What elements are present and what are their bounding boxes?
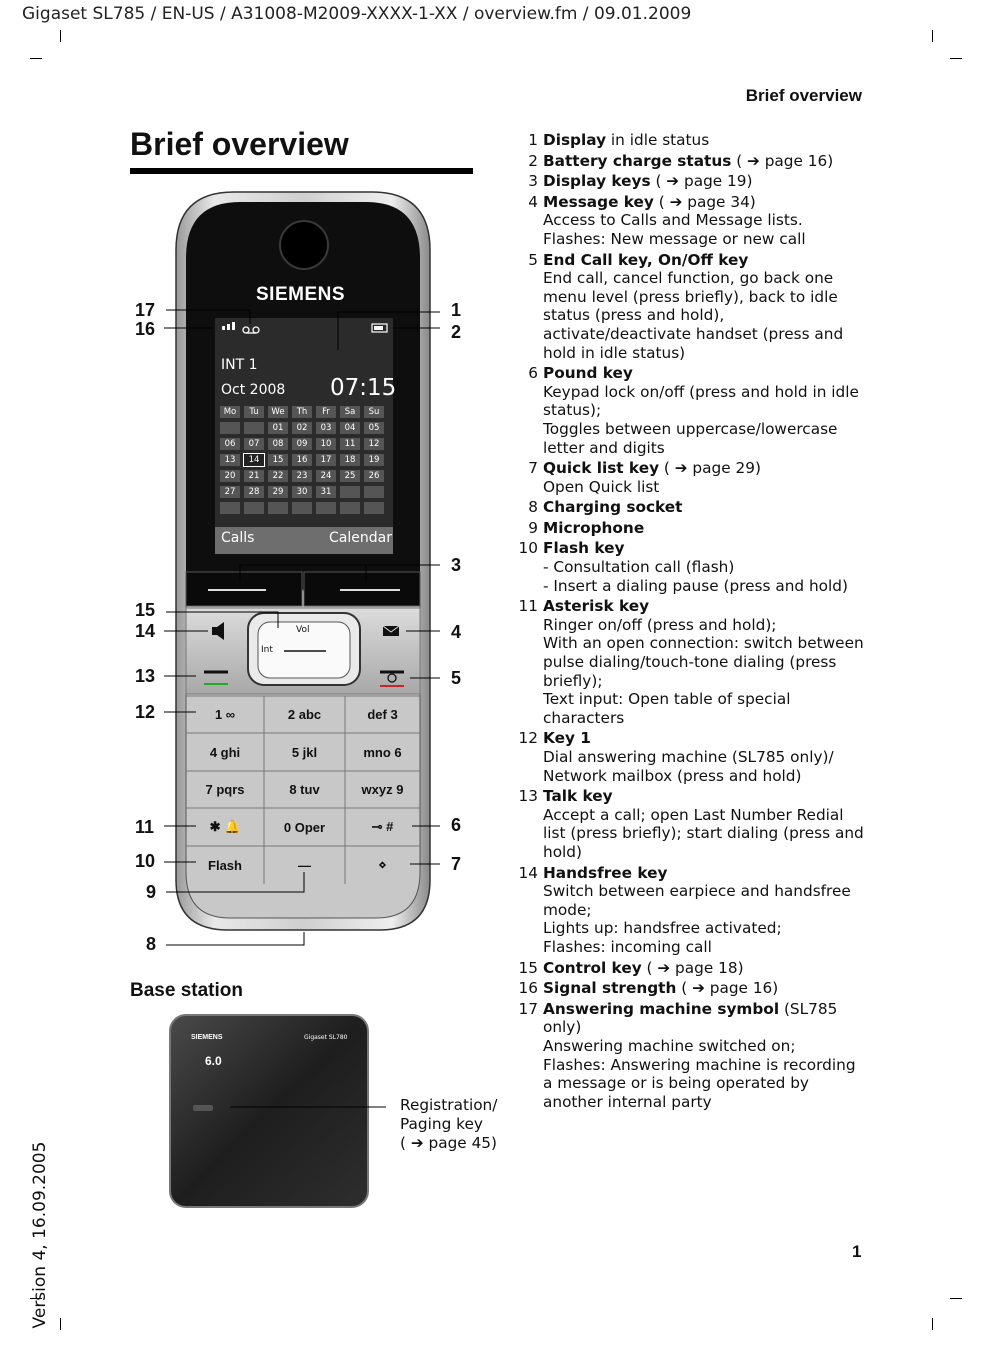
- weekday-label: Mo: [220, 406, 240, 418]
- base-brand: SIEMENS: [191, 1034, 223, 1041]
- calendar-day: 27: [220, 486, 240, 498]
- key-list-item: [516, 498, 868, 517]
- quick-list-key[interactable]: ⋄: [378, 857, 387, 872]
- key-5[interactable]: 5 jkl: [291, 744, 318, 760]
- calendar-day: 08: [268, 438, 288, 450]
- callout-10: 10: [135, 851, 156, 871]
- calendar-day: 19: [364, 454, 384, 466]
- base-badge: 6.0: [205, 1054, 222, 1068]
- calendar-day: 03: [316, 422, 336, 434]
- calendar-day: [340, 502, 360, 514]
- key-list-item: [516, 172, 868, 191]
- calendar-day: 21: [244, 470, 264, 482]
- calendar-day: [340, 486, 360, 498]
- item-name: Pound key: [543, 364, 633, 383]
- screen-month: Oct 2008: [221, 382, 286, 398]
- weekday-label: Su: [364, 406, 384, 418]
- key-1[interactable]: 1 ∞: [214, 707, 236, 723]
- key-list-item: [516, 459, 868, 496]
- calendar-day: 18: [340, 454, 360, 466]
- key-4[interactable]: 4 ghi: [209, 744, 241, 760]
- calendar-day: 20: [220, 470, 240, 482]
- item-reference: ( ➔ page 16): [731, 151, 834, 170]
- key-list-item: [516, 193, 868, 249]
- key-list-item: [516, 979, 868, 998]
- flash-key[interactable]: Flash: [208, 857, 242, 873]
- item-description: - Insert a dialing pause (press and hold): [543, 576, 848, 595]
- item-number: 5: [528, 250, 538, 269]
- item-reference: ( ➔ page 19): [650, 172, 753, 191]
- callout-8: 8: [146, 934, 157, 954]
- key-list-item: [516, 597, 868, 727]
- key-list-item: [516, 152, 868, 171]
- weekday-label: We: [268, 406, 288, 418]
- calendar-day: 23: [292, 470, 312, 482]
- item-description: With an open connection: switch between pulse dialing/touch-tone dialing (press briefly);: [543, 634, 864, 690]
- calendar-day: 17: [316, 454, 336, 466]
- asterisk-key[interactable]: ✱ 🔔: [209, 819, 241, 835]
- key-list-item: [516, 364, 868, 457]
- callout-13: 13: [135, 666, 156, 686]
- item-name: Asterisk key: [543, 597, 650, 616]
- item-number: 4: [528, 192, 538, 211]
- right-softkey-label[interactable]: Calendar: [329, 530, 392, 546]
- item-name: Display: [543, 131, 607, 149]
- calendar-day: [292, 502, 312, 514]
- callout-3: 3: [451, 555, 462, 575]
- item-number: 3: [528, 172, 538, 191]
- key-0[interactable]: 0 Oper: [283, 819, 326, 835]
- microphone: —: [298, 857, 311, 873]
- calendar-day: 25: [340, 470, 360, 482]
- calendar-day: 11: [340, 438, 360, 450]
- key-list-item: [516, 251, 868, 363]
- calendar-day: [220, 502, 240, 514]
- running-head: Brief overview: [745, 86, 862, 105]
- registration-key: [193, 1105, 213, 1111]
- item-number: 7: [528, 459, 538, 478]
- callout-2: 2: [451, 322, 462, 342]
- control-vol-label: Vol: [296, 625, 310, 635]
- key-3[interactable]: def 3: [367, 707, 398, 723]
- version-note: Version 4, 16.09.2005: [30, 1141, 50, 1329]
- calendar-day: 28: [244, 486, 264, 498]
- item-number: 14: [518, 863, 538, 882]
- item-description: Access to Calls and Message lists.: [543, 211, 803, 230]
- key-list-item: [516, 787, 868, 861]
- item-reference: (SL785 only): [543, 999, 838, 1037]
- base-model: Gigaset SL780: [304, 1034, 348, 1041]
- calendar-day: 26: [364, 470, 384, 482]
- calendar-day: 02: [292, 422, 312, 434]
- item-number: 6: [528, 364, 538, 383]
- calendar-day: 29: [268, 486, 288, 498]
- key-7[interactable]: 7 pqrs: [205, 782, 245, 798]
- callout-9: 9: [146, 882, 157, 902]
- item-number: 16: [518, 979, 538, 998]
- key-list-item: [516, 1000, 868, 1112]
- item-description: Text input: Open table of special characters: [543, 690, 791, 727]
- item-description: Dial answering machine (SL785 only)/ Network mailbox (press and hold): [543, 748, 834, 785]
- item-reference: ( ➔ page 18): [641, 958, 744, 977]
- item-number: 10: [518, 539, 538, 558]
- item-number: 12: [518, 729, 538, 748]
- item-description: End call, cancel function, go back one menu level (press briefly), back to idle status (press and hold), activate/deactivate handset (press and hold in idle status): [543, 269, 844, 362]
- item-name: Microphone: [543, 518, 645, 537]
- item-reference: in idle status: [606, 131, 710, 149]
- screen-int-label: INT 1: [221, 357, 258, 373]
- item-description: Keypad lock on/off (press and hold in idle status);: [543, 382, 859, 420]
- callout-4: 4: [451, 622, 462, 642]
- calendar-day: 24: [316, 470, 336, 482]
- handset-brand: SIEMENS: [256, 284, 346, 305]
- key-9[interactable]: wxyz 9: [361, 782, 404, 798]
- control-int-label: Int: [261, 645, 273, 655]
- registration-label: Registration/ Paging key ( ➔ page 45): [400, 1096, 498, 1152]
- callout-6: 6: [451, 815, 462, 835]
- item-description: Flashes: incoming call: [543, 937, 712, 956]
- document-header: Gigaset SL785 / EN-US / A31008-M2009-XXXX-1-XX / overview.fm / 09.01.2009: [22, 4, 692, 24]
- key-8[interactable]: 8 tuv: [289, 782, 320, 798]
- screen-time: 07:15: [330, 375, 397, 401]
- callout-1: 1: [451, 300, 462, 320]
- page-number: 1: [852, 1242, 862, 1261]
- callout-17: 17: [135, 300, 156, 320]
- calendar-day: [316, 502, 336, 514]
- calendar-day: 05: [364, 422, 384, 434]
- calendar-day: [220, 422, 240, 434]
- handsfree-icon: [212, 627, 217, 635]
- key-2[interactable]: 2 abc: [287, 707, 322, 723]
- callout-15: 15: [135, 600, 156, 620]
- key-list-item: [516, 959, 868, 978]
- calendar-day: 14: [244, 454, 264, 466]
- callout-7: 7: [451, 854, 462, 874]
- key-list-item: [516, 864, 868, 957]
- key-list-item: [516, 519, 868, 538]
- item-description: Flashes: Answering machine is recording a message or is being operated by another internal party: [543, 1055, 856, 1111]
- item-name: Message key: [543, 192, 654, 211]
- item-description: Lights up: handsfree activated;: [543, 919, 782, 938]
- item-number: 11: [518, 597, 538, 616]
- key-list: [516, 131, 868, 1113]
- calendar-day: 15: [268, 454, 288, 466]
- item-number: 17: [518, 999, 538, 1018]
- item-name: Signal strength: [543, 979, 677, 998]
- item-reference: ( ➔ page 29): [659, 459, 761, 478]
- item-description: Switch between earpiece and handsfree mode;: [543, 882, 851, 919]
- item-description: Flashes: New message or new call: [543, 229, 806, 248]
- calendar-day: 04: [340, 422, 360, 434]
- calendar-day: [364, 486, 384, 498]
- earpiece: [280, 221, 328, 269]
- calendar-day: 01: [268, 422, 288, 434]
- item-name: Quick list key: [543, 459, 660, 478]
- item-reference: ( ➔ page 16): [676, 979, 779, 998]
- item-reference: ( ➔ page 34): [653, 192, 756, 211]
- weekday-label: Fr: [316, 406, 336, 418]
- calendar-day: [268, 502, 288, 514]
- callout-16: 16: [135, 319, 156, 339]
- calendar-day: [244, 422, 264, 434]
- calendar-day: 13: [220, 454, 240, 466]
- keypad: [186, 696, 420, 884]
- item-name: Talk key: [543, 787, 613, 806]
- item-name: Battery charge status: [543, 151, 732, 170]
- calendar-day: 16: [292, 454, 312, 466]
- item-number: 2: [528, 151, 538, 170]
- calendar-day: 22: [268, 470, 288, 482]
- item-number: 8: [528, 498, 538, 517]
- calendar-day: 06: [220, 438, 240, 450]
- calendar-day: [244, 502, 264, 514]
- page-title: Brief overview: [130, 126, 349, 162]
- item-number: 1: [528, 131, 538, 149]
- callout-11: 11: [135, 817, 155, 837]
- calendar-day: 30: [292, 486, 312, 498]
- item-name: Display keys: [543, 172, 651, 191]
- item-description: Accept a call; open Last Number Redial list (press briefly); start dialing (press and hold): [543, 805, 864, 861]
- calendar-grid: [220, 406, 390, 518]
- base-station-title: Base station: [130, 980, 243, 1001]
- item-name: Charging socket: [543, 498, 683, 517]
- key-list-item: [516, 131, 868, 150]
- item-description: - Consultation call (flash): [543, 558, 735, 577]
- calendar-day: 07: [244, 438, 264, 450]
- left-softkey-label[interactable]: Calls: [221, 530, 255, 546]
- item-name: Flash key: [543, 539, 625, 558]
- callout-5: 5: [451, 668, 462, 688]
- calendar-day: 09: [292, 438, 312, 450]
- callout-14: 14: [135, 621, 156, 641]
- item-description: Open Quick list: [543, 477, 660, 496]
- item-name: Handsfree key: [543, 863, 668, 882]
- item-number: 13: [518, 787, 538, 806]
- item-number: 15: [518, 958, 538, 977]
- key-6[interactable]: mno 6: [363, 744, 402, 760]
- calendar-day: 12: [364, 438, 384, 450]
- calendar-day: [364, 502, 384, 514]
- item-name: Control key: [543, 958, 642, 977]
- item-name: Key 1: [543, 729, 591, 748]
- key-list-item: [516, 539, 868, 595]
- item-name: Answering machine symbol: [543, 999, 780, 1018]
- callout-12: 12: [135, 702, 156, 722]
- weekday-label: Tu: [244, 406, 264, 418]
- calendar-day: 31: [316, 486, 336, 498]
- item-description: Toggles between uppercase/lowercase letter and digits: [543, 419, 838, 457]
- calendar-day: 10: [316, 438, 336, 450]
- signal-icon: [222, 326, 225, 330]
- key-list-item: [516, 729, 868, 785]
- pound-key[interactable]: ⊸ #: [371, 819, 394, 835]
- item-description: Answering machine switched on;: [543, 1036, 796, 1055]
- weekday-label: Th: [292, 406, 312, 418]
- item-number: 9: [528, 518, 538, 537]
- item-name: End Call key, On/Off key: [543, 250, 749, 269]
- weekday-label: Sa: [340, 406, 360, 418]
- item-description: Ringer on/off (press and hold);: [543, 615, 777, 634]
